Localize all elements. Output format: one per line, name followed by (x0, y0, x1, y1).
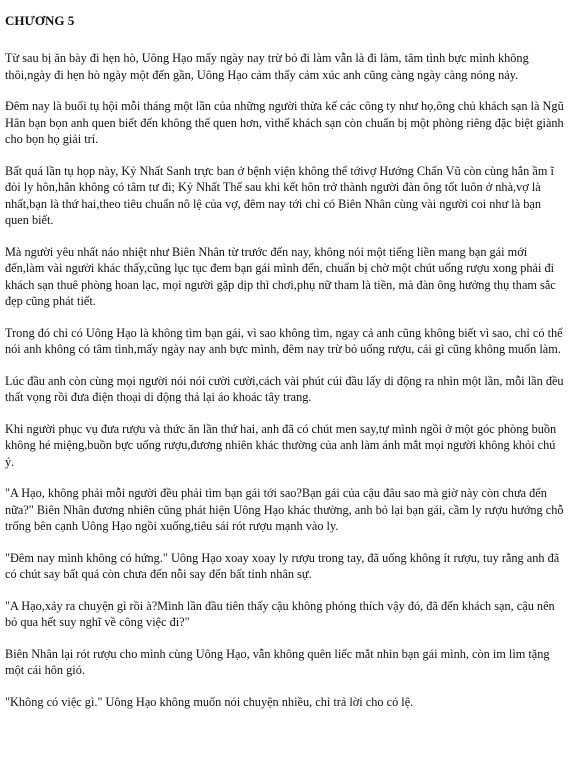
paragraph: "Không có việc gì." Uông Hạo không muốn nói chuyện nhiều, chỉ trả lời cho có lệ. (5, 694, 414, 709)
paragraph: Khi người phục vụ đưa rượu và thức ăn lần thứ hai, anh đã có chút men say,tự mình ngồi ở một góc phòng buồn không hé miệng,buồn bực uống rượu,đương nhiên khác thường của anh làm ánh mắt mọi người không khỏi chú ý. (5, 421, 557, 469)
paragraph: Trong đó chỉ có Uông Hạo là không tìm bạn gái, vì sao không tìm, ngay cả anh cũng không biết vì sao, chỉ có thể nói anh không có tâm tình,mấy ngày nay anh bực mình, đêm nay trừ bỏ uống rượu, cái gì cũng không muốn làm. (5, 325, 563, 356)
paragraph: "A Hạo, không phải mỗi người đều phải tìm bạn gái tới sao?Bạn gái của cậu đâu sao mà giờ này còn chưa đến nữa?" Biên Nhân đương nhiên cũng phát hiện Uông Hạo khác thường, anh bỏ lại bạn gái, cầm ly rượu hướng chỗ trống bên cạnh Uông Hạo ngồi xuống,tiêu sái rót rượu mạnh vào ly. (5, 486, 564, 533)
paragraph: Lúc đầu anh còn cùng mọi người nói nói cười cười,cách vài phút cúi đầu lấy di động ra nhìn một lần, mỗi lần đều thất vọng rồi đưa điện thoại di động thả lại áo khoác tây trang. (5, 373, 564, 404)
paragraph: Mà người yêu nhất náo nhiệt như Biên Nhân từ trước đến nay, không nói một tiếng liền mang bạn gái mới đến,làm vài người khác thấy,cũng lục tục đem bạn gái mình đến, chuẩn bị chờ một chút uống rượu xong phải đi khách sạn thuê phòng hoan lạc, mọi người gặp dịp thì chơi,phụ nữ tham là tiền, mà đàn ông hưởng thụ tham sắc đẹp cũng phát tiết. (5, 244, 556, 308)
paragraph: Từ sau bị ăn bày đi hẹn hò, Uông Hạo mấy ngày nay trừ bỏ đi làm vẫn là đi làm, tâm tình bực mình không thôi,ngày đi hẹn hò ngày một đến gần, Uông Hạo cảm thấy cảm xúc anh cũng càng ngày càng nóng nảy. (5, 51, 529, 82)
paragraph: "Đêm nay mình không có hứng." Uông Hạo xoay xoay ly rượu trong tay, đã uống không ít rượu, tuy rằng anh đã có chút say bất quá còn chưa đến nỗi say đến bất tỉnh nhân sự. (5, 550, 560, 581)
chapter-title: CHƯƠNG 5 (5, 13, 75, 28)
paragraph: Biên Nhân lại rót rượu cho mình cùng Uông Hạo, vẫn không quên liếc mắt nhìn bạn gái mình, còn im lìm tặng một cái hôn gió. (5, 646, 550, 677)
paragraph: Bất quá lần tụ họp này, Kỷ Nhất Sanh trực ban ở bệnh viện không thể tớivợ Hướng Chấn Vũ còn cùng hắn ầm ĩ đòi ly hôn,hắn không có tâm tư đi; Kỷ Nhất Thế sau khi kết hôn trở thành người đàn ông tốt luôn ở nhà,vợ là nhất,bạn là thứ hai,theo tiêu chuẩn nô lệ của vợ, đêm nay tới chỉ có Biên Nhân cùng vài người coi như là bạn quen biết. (5, 163, 554, 227)
paragraph: Đêm nay là buổi tụ hội mỗi tháng một lần của những người thừa kế các công ty như họ,ông chủ khách sạn là Ngũ Hân bạn bọn anh quen biết đến không thể quen hơn, vìthế khách sạn còn chuẩn bị một phòng riêng đặc biệt giành cho bọn họ giải trí. (5, 99, 564, 146)
paragraph: "A Hạo,xảy ra chuyện gì rồi à?Mình lần đầu tiên thấy cậu không phóng thích vậy đó, đã đến khách sạn, cậu nên bỏ qua hết suy nghĩ về công việc đi?" (5, 598, 555, 629)
